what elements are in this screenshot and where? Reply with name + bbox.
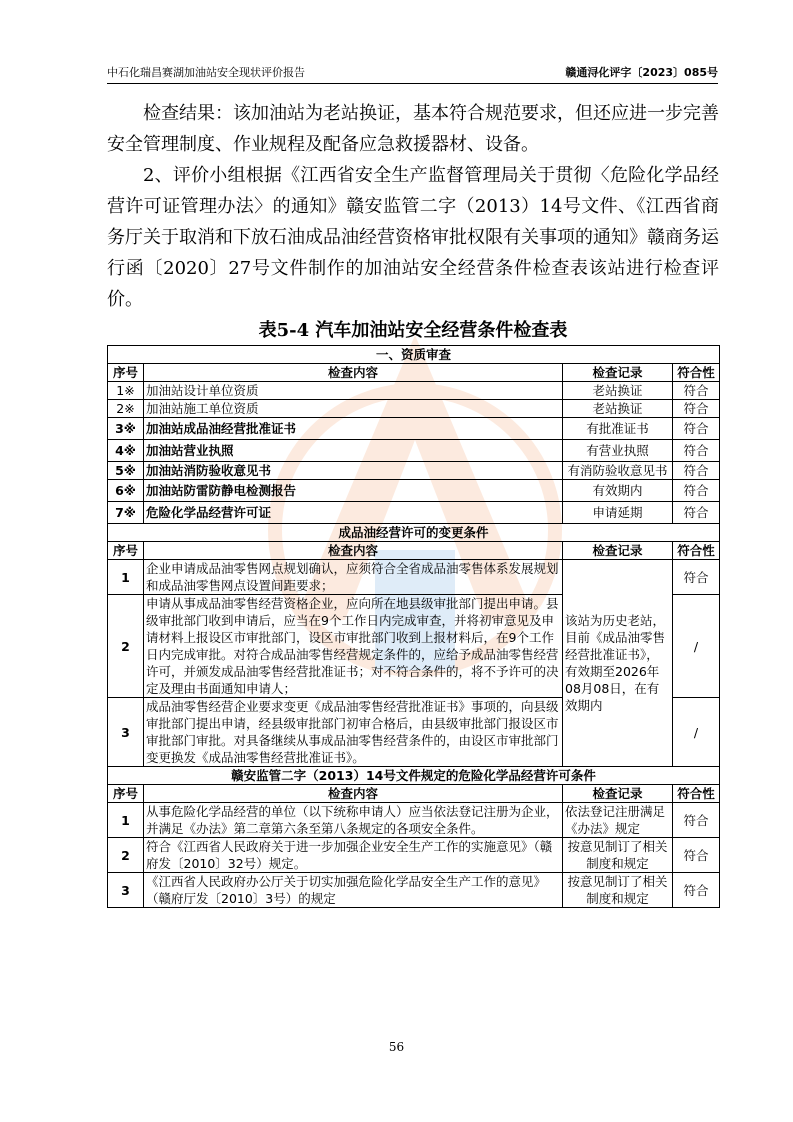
col-conform: 符合性: [673, 542, 720, 560]
row-conform: /: [673, 595, 720, 698]
row-content: 成品油零售经营企业要求变更《成品油零售经营批准证书》事项的，向县级审批部门提出申请，经县级审批部门初审合格后，由县级审批部门报设区市审批部门审批。对具备继续从事成品油零售经营条件的，由设区市审批部门变更换发《成品油零售经营批准证书》。: [144, 698, 563, 767]
row-content: 加油站设计单位资质: [144, 382, 563, 400]
table-row: [108, 462, 720, 480]
table-row: [108, 400, 720, 418]
row-no: 1: [108, 560, 144, 595]
col-conform: 符合性: [673, 785, 720, 803]
row-content: 加油站消防验收意见书: [144, 462, 563, 480]
header-report-title: 中石化瑞昌赛湖加油站安全现状评价报告: [107, 66, 305, 79]
row-content: 符合《江西省人民政府关于进一步加强企业安全生产工作的实施意见》（赣府发〔2010〕32号）规定。: [144, 838, 563, 873]
row-conform: 符合: [673, 873, 720, 908]
table-row: [108, 440, 720, 462]
page-body: [107, 98, 719, 908]
section-title: 赣安监管二字（2013）14号文件规定的危险化学品经营许可条件: [108, 767, 720, 785]
row-conform: 符合: [673, 418, 720, 440]
row-conform: 符合: [673, 560, 720, 595]
table-row: [108, 502, 720, 524]
col-conform: 符合性: [673, 364, 720, 382]
col-content: 检查内容: [144, 542, 563, 560]
row-record: 有营业执照: [563, 440, 673, 462]
row-conform: 符合: [673, 382, 720, 400]
header-report-number: 赣通浔化评字〔2023〕085号: [565, 66, 718, 79]
row-record: 有批准证书: [563, 418, 673, 440]
row-content: 企业申请成品油零售网点规划确认，应须符合全省成品油零售体系发展规划和成品油零售网点设置间距要求；: [144, 560, 563, 595]
row-conform: 符合: [673, 440, 720, 462]
col-record: 检查记录: [563, 542, 673, 560]
col-record: 检查记录: [563, 785, 673, 803]
page-header: [107, 62, 718, 84]
section-title: 一、资质审查: [108, 346, 720, 364]
row-content: 加油站成品油经营批准证书: [144, 418, 563, 440]
row-record: 有效期内: [563, 480, 673, 502]
row-no: 6※: [108, 480, 144, 502]
row-no: 5※: [108, 462, 144, 480]
row-conform: 符合: [673, 803, 720, 838]
table-row: [108, 838, 720, 873]
row-record: 按意见制订了相关制度和规定: [563, 838, 673, 873]
row-no: 4※: [108, 440, 144, 462]
row-no: 2※: [108, 400, 144, 418]
table-row: [108, 382, 720, 400]
row-record: 老站换证: [563, 382, 673, 400]
row-record: 老站换证: [563, 400, 673, 418]
row-no: 1: [108, 803, 144, 838]
row-conform: /: [673, 698, 720, 767]
section-header: [108, 346, 720, 364]
table-row: [108, 480, 720, 502]
row-no: 3: [108, 698, 144, 767]
row-content: 《江西省人民政府办公厅关于切实加强危险化学品安全生产工作的意见》（赣府厅发〔2010〕3号）的规定: [144, 873, 563, 908]
row-record: 按意见制订了相关制度和规定: [563, 873, 673, 908]
row-conform: 符合: [673, 480, 720, 502]
row-content: 加油站施工单位资质: [144, 400, 563, 418]
col-content: 检查内容: [144, 785, 563, 803]
row-content: 申请从事成品油零售经营资格企业，应向所在地县级审批部门提出申请。县级审批部门收到申请后，应当在9个工作日内完成审查，并将初审意见及申请材料上报设区市审批部门，设区市审批部门收到上报材料后，在9个工作日内完成审批。对符合成品油零售经营规定条件的，应给予成品油零售经营许可，并颁发成品油零售经营批准证书；对不符合条件的，将不予许可的决定及理由书面通知申请人；: [144, 595, 563, 698]
col-record: 检查记录: [563, 364, 673, 382]
table-caption: 表5-4 汽车加油站安全经营条件检查表: [258, 320, 568, 341]
inspection-result-paragraph: 检查结果：该加油站为老站换证，基本符合规范要求，但还应进一步完善安全管理制度、作业规程及配备应急救援器材、设备。: [107, 103, 719, 155]
row-no: 2: [108, 838, 144, 873]
row-conform: 符合: [673, 400, 720, 418]
table-row: [108, 560, 720, 595]
row-conform: 符合: [673, 502, 720, 524]
row-no: 3※: [108, 418, 144, 440]
row-record: 有消防验收意见书: [563, 462, 673, 480]
row-content: 从事危险化学品经营的单位（以下统称申请人）应当依法登记注册为企业，并满足《办法》第二章第六条至第八条规定的各项安全条件。: [144, 803, 563, 838]
table-row: [108, 418, 720, 440]
page-number: 56: [388, 1040, 405, 1054]
section-header: [108, 524, 720, 542]
row-content: 加油站营业执照: [144, 440, 563, 462]
table-row: [108, 803, 720, 838]
column-header-row: [108, 785, 720, 803]
column-header-row: [108, 364, 720, 382]
row-content: 加油站防雷防静电检测报告: [144, 480, 563, 502]
row-content: 危险化学品经营许可证: [144, 502, 563, 524]
safety-check-table: [107, 345, 720, 908]
section-header: [108, 767, 720, 785]
row-record: 申请延期: [563, 502, 673, 524]
row-no: 7※: [108, 502, 144, 524]
row-conform: 符合: [673, 838, 720, 873]
col-no: 序号: [108, 542, 144, 560]
row-no: 3: [108, 873, 144, 908]
row-no: 1※: [108, 382, 144, 400]
row-conform: 符合: [673, 462, 720, 480]
col-content: 检查内容: [144, 364, 563, 382]
col-no: 序号: [108, 364, 144, 382]
row-no: 2: [108, 595, 144, 698]
row-record: 该站为历史老站，目前《成品油零售经营批准证书》，有效期至2026年08月08日，在有效期内: [563, 560, 673, 767]
table-row: [108, 873, 720, 908]
row-record: 依法登记注册满足《办法》规定: [563, 803, 673, 838]
col-no: 序号: [108, 785, 144, 803]
section-title: 成品油经营许可的变更条件: [108, 524, 720, 542]
column-header-row: [108, 542, 720, 560]
evaluation-basis-paragraph: 2、评价小组根据《江西省安全生产监督管理局关于贯彻〈危险化学品经营许可证管理办法〉的通知》赣安监管二字（2013）14号文件、《江西省商务厅关于取消和下放石油成品油经营资格审批权限有关事项的通知》赣商务运行函〔2020〕27号文件制作的加油站安全经营条件检查表该站进行检查评价。: [107, 165, 719, 310]
